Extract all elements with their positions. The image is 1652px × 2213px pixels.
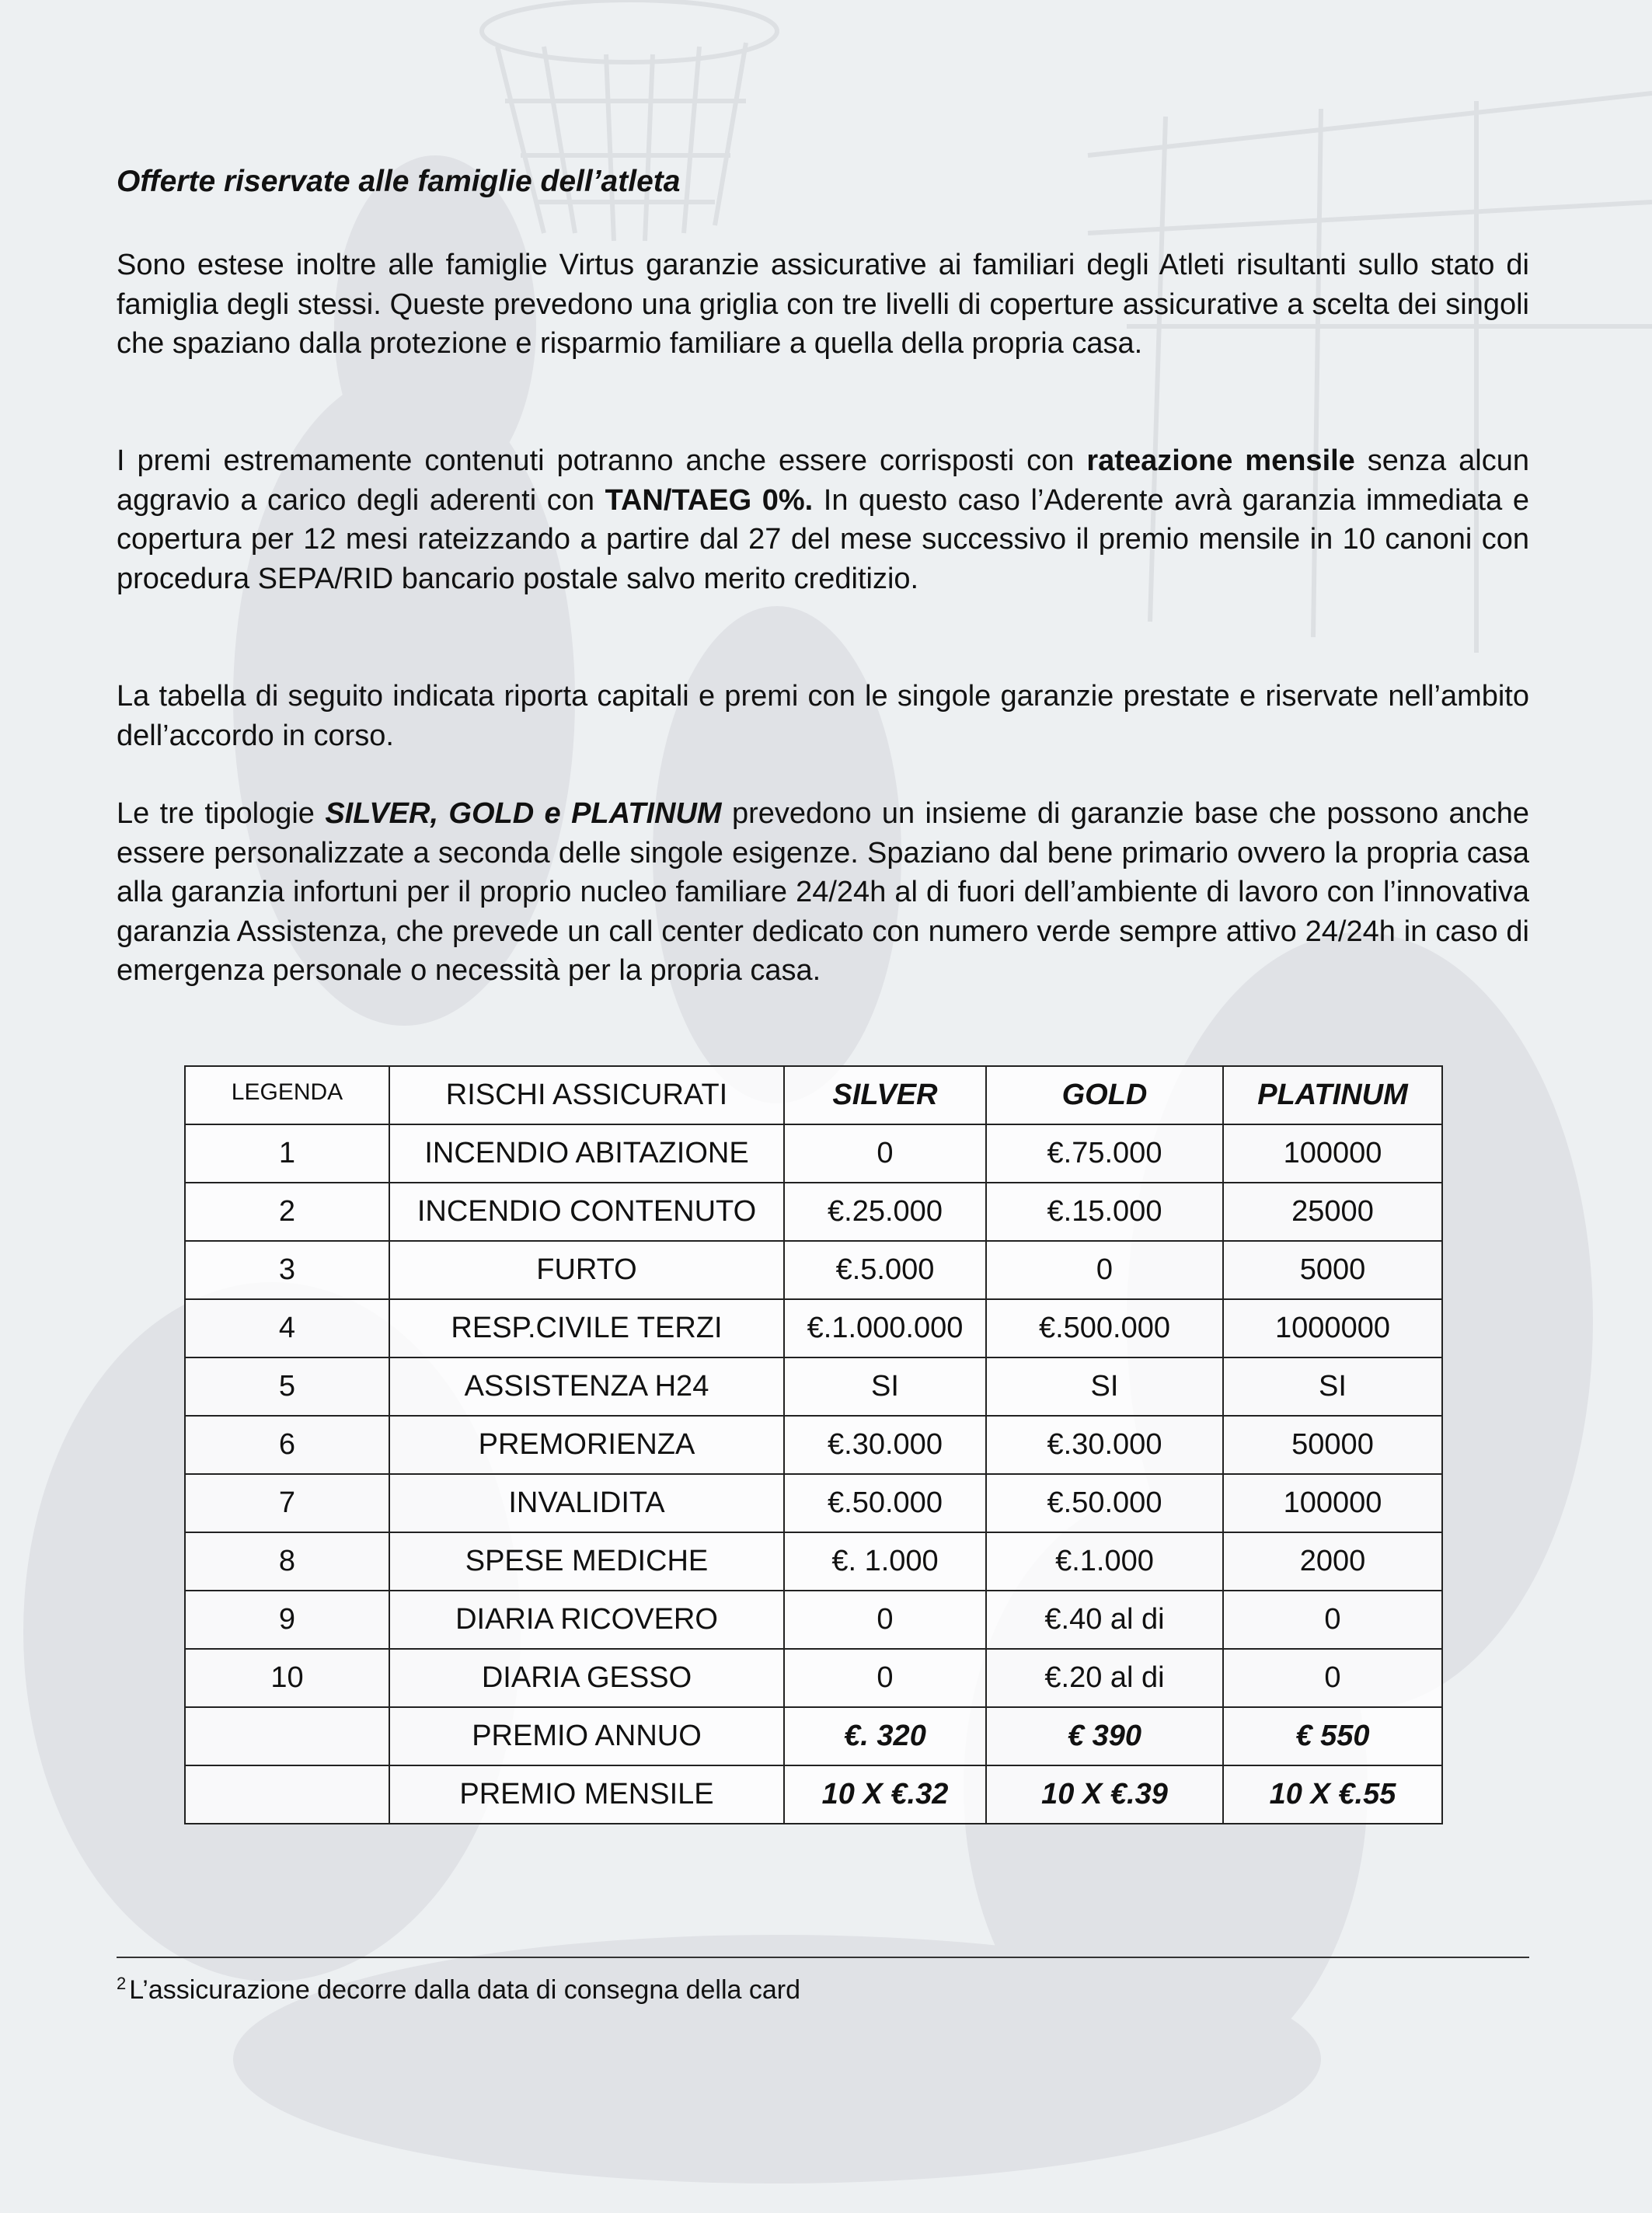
row-risk: DIARIA RICOVERO: [389, 1591, 784, 1649]
row-gold-value: €.1.000: [986, 1532, 1223, 1591]
premio-mensile-silver: 10 X €.32: [784, 1765, 986, 1824]
row-silver-value: €.5.000: [784, 1241, 986, 1299]
premio-mensile-label: PREMIO MENSILE: [389, 1765, 784, 1824]
row-platinum-value: 5000: [1223, 1241, 1442, 1299]
row-gold-value: SI: [986, 1357, 1223, 1416]
paragraph-family-guarantees: Sono estese inoltre alle famiglie Virtus garanzie assicurative ai familiari degli Atleti risultanti sullo stato di famiglia degli stessi. Queste prevedono una griglia con tre livelli di coperture assicurative a scelta dei singoli che spaziano dalla protezione e risparmio familiare a quella della propria casa.: [117, 249, 1529, 360]
row-risk: INCENDIO ABITAZIONE: [389, 1124, 784, 1183]
row-gold-value: €.50.000: [986, 1474, 1223, 1532]
table-row: [185, 1241, 1442, 1299]
row-silver-value: €.50.000: [784, 1474, 986, 1532]
header-silver: SILVER: [784, 1066, 986, 1124]
paragraph-plan-types: [117, 794, 1529, 991]
row-gold-value: €.500.000: [986, 1299, 1223, 1357]
row-platinum-value: 0: [1223, 1591, 1442, 1649]
plan-names: SILVER, GOLD e PLATINUM: [325, 797, 722, 830]
row-silver-value: €.30.000: [784, 1416, 986, 1474]
row-platinum-value: 100000: [1223, 1124, 1442, 1183]
paragraph-text: In questo caso l’Aderente avrà garanzia immediata e copertura per 12 mesi rateizzando a partire dal 27 del mese successivo il premio mensile in 10 canoni con procedura SEPA/RID bancario postale salvo merito creditizio.: [117, 483, 1530, 595]
table-row: [185, 1532, 1442, 1591]
row-platinum-value: 2000: [1223, 1532, 1442, 1591]
row-number: 2: [185, 1183, 389, 1241]
row-silver-value: €.25.000: [784, 1183, 986, 1241]
table-row: [185, 1649, 1442, 1707]
row-number: 4: [185, 1299, 389, 1357]
paragraph-monthly-installments: [117, 441, 1529, 598]
header-gold: GOLD: [986, 1066, 1223, 1124]
row-risk: FURTO: [389, 1241, 784, 1299]
paragraph-text: senza alcun aggravio a carico degli aderenti con: [117, 444, 1529, 517]
empty-cell: [185, 1765, 389, 1824]
row-gold-value: €.15.000: [986, 1183, 1223, 1241]
header-legenda: LEGENDA: [185, 1066, 389, 1124]
row-platinum-value: 0: [1223, 1649, 1442, 1707]
premio-mensile-gold: 10 X €.39: [986, 1765, 1223, 1824]
table-row: [185, 1591, 1442, 1649]
row-risk: DIARIA GESSO: [389, 1649, 784, 1707]
premio-annuo-label: PREMIO ANNUO: [389, 1707, 784, 1765]
premio-annuo-silver: €. 320: [784, 1707, 986, 1765]
row-number: 5: [185, 1357, 389, 1416]
row-silver-value: 0: [784, 1124, 986, 1183]
footnote-text: L’assicurazione decorre dalla data di consegna della card: [129, 1975, 801, 2005]
row-number: 6: [185, 1416, 389, 1474]
row-risk: ASSISTENZA H24: [389, 1357, 784, 1416]
empty-cell: [185, 1707, 389, 1765]
table-header-row: [185, 1066, 1442, 1124]
row-number: 7: [185, 1474, 389, 1532]
row-platinum-value: 100000: [1223, 1474, 1442, 1532]
premio-annuo-gold: € 390: [986, 1707, 1223, 1765]
row-risk: PREMORIENZA: [389, 1416, 784, 1474]
row-gold-value: €.30.000: [986, 1416, 1223, 1474]
header-platinum: PLATINUM: [1223, 1066, 1442, 1124]
row-risk: SPESE MEDICHE: [389, 1532, 784, 1591]
row-number: 9: [185, 1591, 389, 1649]
bold-text: TAN/TAEG 0%.: [605, 483, 814, 517]
row-number: 3: [185, 1241, 389, 1299]
row-number: 1: [185, 1124, 389, 1183]
row-platinum-value: 1000000: [1223, 1299, 1442, 1357]
row-gold-value: €.75.000: [986, 1124, 1223, 1183]
table-row: [185, 1299, 1442, 1357]
row-risk: INCENDIO CONTENUTO: [389, 1183, 784, 1241]
table-row: [185, 1357, 1442, 1416]
row-gold-value: 0: [986, 1241, 1223, 1299]
table-row: [185, 1474, 1442, 1532]
paragraph-text: Le tre tipologie: [117, 797, 326, 830]
footnote: [117, 1974, 800, 2006]
bold-text: rateazione mensile: [1086, 444, 1355, 477]
footnote-marker: 2: [117, 1974, 127, 1993]
coverage-table: [184, 1065, 1443, 1824]
paragraph-text: I premi estremamente contenuti potranno anche essere corrisposti con: [117, 444, 1087, 477]
row-silver-value: 0: [784, 1591, 986, 1649]
table-row: [185, 1183, 1442, 1241]
row-silver-value: €. 1.000: [784, 1532, 986, 1591]
row-platinum-value: 25000: [1223, 1183, 1442, 1241]
paragraph-text: prevedono un insieme di garanzie base che possono anche essere personalizzate a seconda delle singole esigenze. Spaziano dal bene primario ovvero la propria casa alla garanzia infortuni per il proprio nucleo familiare 24/24h al di fuori dell’ambiente di lavoro con l’innovativa garanzia Assistenza, che prevede un call center dedicato con numero verde sempre attivo 24/24h in caso di emergenza personale o necessità per la propria casa.: [117, 797, 1529, 987]
row-number: 10: [185, 1649, 389, 1707]
row-gold-value: €.20 al di: [986, 1649, 1223, 1707]
row-platinum-value: 50000: [1223, 1416, 1442, 1474]
footnote-divider: [117, 1957, 1529, 1958]
paragraph-table-intro: La tabella di seguito indicata riporta capitali e premi con le singole garanzie prestate e riservate nell’ambito dell’accordo in corso.: [117, 680, 1529, 752]
table-row: [185, 1124, 1442, 1183]
row-gold-value: €.40 al di: [986, 1591, 1223, 1649]
table-row: [185, 1416, 1442, 1474]
premio-annuo-platinum: € 550: [1223, 1707, 1442, 1765]
premio-mensile-row: [185, 1765, 1442, 1824]
row-silver-value: 0: [784, 1649, 986, 1707]
row-platinum-value: SI: [1223, 1357, 1442, 1416]
row-risk: RESP.CIVILE TERZI: [389, 1299, 784, 1357]
row-risk: INVALIDITA: [389, 1474, 784, 1532]
section-heading: Offerte riservate alle famiglie dell’atleta: [117, 165, 681, 198]
premio-annuo-row: [185, 1707, 1442, 1765]
row-silver-value: €.1.000.000: [784, 1299, 986, 1357]
row-silver-value: SI: [784, 1357, 986, 1416]
premio-mensile-platinum: 10 X €.55: [1223, 1765, 1442, 1824]
row-number: 8: [185, 1532, 389, 1591]
header-rischi: RISCHI ASSICURATI: [389, 1066, 784, 1124]
